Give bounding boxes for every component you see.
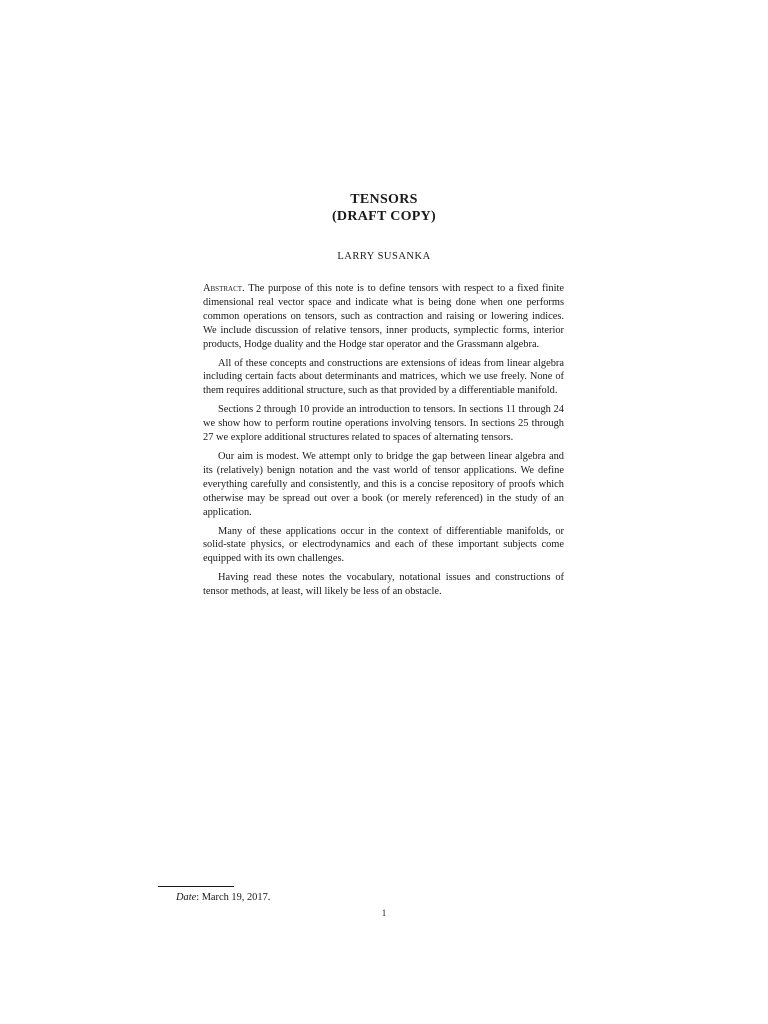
abstract-paragraph-6: Having read these notes the vocabulary, notational issues and constructions of tensor methods, at least, will likely be less of an obstacle.: [203, 572, 564, 598]
abstract-paragraph-2: All of these concepts and constructions are extensions of ideas from linear algebra including certain facts about determinants and matrices, which we use freely. None of them requires additional structure, such as that provided by a differentiable manifold.: [203, 357, 564, 397]
abstract: [203, 282, 564, 604]
footnote-text: : March 19, 2017.: [196, 892, 271, 903]
paper-title: [0, 191, 768, 225]
footnote-rule: [158, 886, 234, 887]
abstract-label: Abstract.: [203, 283, 245, 294]
footnote-label: Date: [176, 892, 197, 903]
abstract-paragraph-3: Sections 2 through 10 provide an introduction to tensors. In sections 11 through 24 we show how to perform routine operations involving tensors. In sections 25 through 27 we explore additional structures related to spaces of alternating tensors.: [203, 404, 564, 444]
abstract-text-1: The purpose of this note is to define tensors with respect to a fixed finite dimensional real vector space and indicate what is being done when one performs common operations on tensors, such as contraction and raising or lowering indices. We include discussion of relative tensors, inner products, symplectic forms, interior products, Hodge duality and the Hodge star operator and the Grassmann algebra.: [203, 283, 564, 350]
title-line-2: (DRAFT COPY): [331, 209, 437, 224]
abstract-paragraph-1: [203, 282, 564, 352]
footnote-date: [176, 892, 270, 903]
title-line-1: TENSORS: [350, 192, 418, 207]
abstract-paragraph-5: Many of these applications occur in the context of differentiable manifolds, or solid-state physics, or electrodynamics and each of these important subjects come equipped with its own challenges.: [203, 525, 564, 565]
abstract-paragraph-4: Our aim is modest. We attempt only to bridge the gap between linear algebra and its (relatively) benign notation and the vast world of tensor applications. We define everything carefully and consistently, and this is a concise repository of proofs which otherwise may be spread out over a book (or merely referenced) in the study of an application.: [203, 450, 564, 518]
page-number: 1: [381, 908, 387, 918]
author-name: LARRY SUSANKA: [337, 251, 431, 262]
